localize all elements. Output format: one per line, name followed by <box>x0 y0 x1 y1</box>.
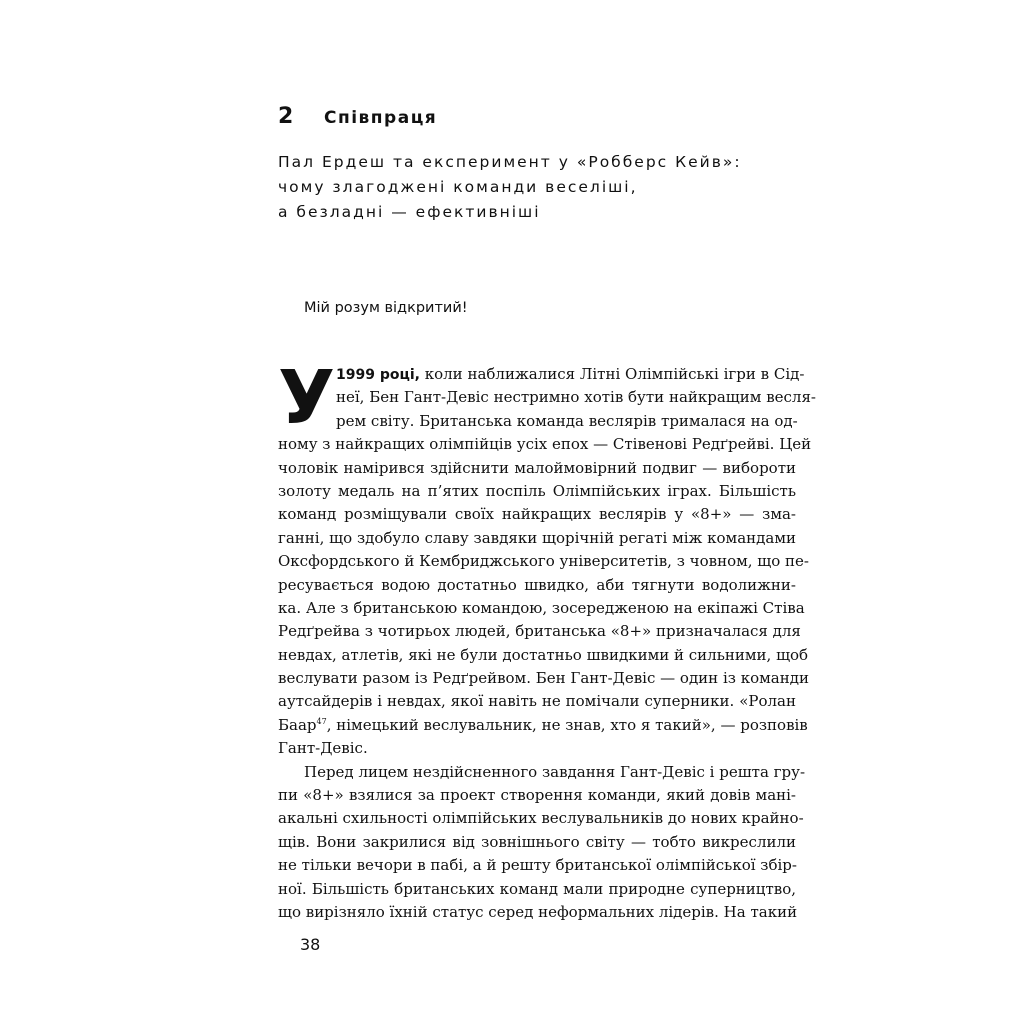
chapter-subtitle <box>278 150 742 225</box>
drop-cap: У <box>278 355 336 441</box>
chapter-heading <box>278 104 437 129</box>
chapter-number: 2 <box>278 104 294 129</box>
subtitle-line: а безладні — ефективніші <box>278 203 541 221</box>
lead-bold-text: 1999 році, <box>336 367 420 383</box>
body-line: команд розміщували своїх найкращих веслярів у «8+» — зма- <box>278 505 796 524</box>
chapter-title: Співпраця <box>324 108 438 128</box>
body-line <box>336 363 805 386</box>
body-line: Перед лицем нездійсненного завдання Гант-Девіс і решта гру- <box>304 762 806 781</box>
baar-text: Баар <box>278 715 317 734</box>
subtitle-line: чому злагоджені команди веселіші, <box>278 178 638 196</box>
body-line: ка. Але з британською командою, зосередженою на екіпажі Стіва <box>278 598 805 617</box>
body-line: що вирізняло їхній статус серед неформальних лідерів. На такий <box>278 902 798 921</box>
body-line: ної. Більшість британських команд мали природне суперництво, <box>278 879 796 898</box>
body-line: неї, Бен Гант-Девіс нестримно хотів бути найкращим весля- <box>336 388 816 407</box>
footnote-marker[interactable]: 47 <box>316 716 327 726</box>
body-line: ганні, що здобуло славу завдяки щорічній регаті між командами <box>278 528 796 547</box>
body-line: ному з найкращих олімпійців усіх епох — Стівенові Редґрейві. Цей <box>278 435 812 454</box>
subtitle-line: Пал Ердеш та експеримент у «Робберс Кейв»: <box>278 153 742 171</box>
body-line <box>278 714 808 737</box>
body-line: ресувається водою достатньо швидко, аби тягнути водолижни- <box>278 575 796 594</box>
body-line: щів. Вони закрилися від зовнішнього світу — тобто викреслили <box>278 832 796 851</box>
baar-rest-text: , німецький веслувальник, не знав, хто я такий», — розповів <box>326 715 808 734</box>
body-line: акальні схильності олімпійських веслувальників до нових крайно- <box>278 809 804 828</box>
body-line: чоловік намірився здійснити малоймовірний подвиг — вибороти <box>278 458 796 477</box>
page-number: 38 <box>300 935 321 954</box>
body-line: аутсайдерів і невдах, якої навіть не помічали суперники. «Ролан <box>278 692 796 711</box>
body-line: невдах, атлетів, які не були достатньо швидкими й сильними, щоб <box>278 645 809 664</box>
body-line: Редґрейва з чотирьох людей, британська «8+» призначалася для <box>278 622 801 641</box>
body-line: золоту медаль на п’ятих поспіль Олімпійських іграх. Більшість <box>278 481 796 500</box>
body-line: пи «8+» взялися за проект створення команди, який довів мані- <box>278 786 796 805</box>
body-text <box>278 355 816 924</box>
body-line: рем світу. Британська команда веслярів трималася на од- <box>336 411 798 430</box>
body-line: Оксфордського й Кембриджського університетів, з човном, що пе- <box>278 552 809 571</box>
body-line: веслувати разом із Редґрейвом. Бен Гант-Девіс — один із команди <box>278 669 809 688</box>
body-line: не тільки вечори в пабі, а й решту британської олімпійської збір- <box>278 856 797 875</box>
body-line: Гант-Девіс. <box>278 739 368 758</box>
lead-rest-text: коли наближалися Літні Олімпійські ігри в Сід- <box>419 365 805 383</box>
epigraph: Мій розум відкритий! <box>304 300 468 316</box>
